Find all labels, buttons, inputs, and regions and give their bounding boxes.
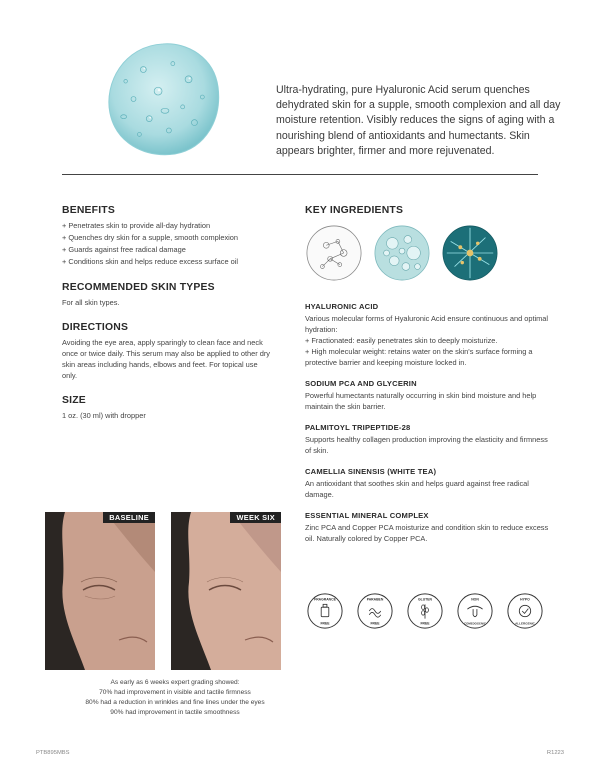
- list-item: + Penetrates skin to provide all-day hydration: [62, 221, 211, 230]
- non-comedogenic-icon: [456, 592, 494, 630]
- ingredient-images: [305, 224, 555, 282]
- badge-top-text: GLUTEN: [417, 597, 433, 602]
- baseline-label: BASELINE: [103, 512, 155, 523]
- size-heading: SIZE: [62, 395, 86, 406]
- molecular-structure-image: [441, 224, 499, 282]
- baseline-photo: [45, 512, 155, 670]
- skin-types-heading: RECOMMENDED SKIN TYPES: [62, 282, 215, 293]
- ingredient-desc: An antioxidant that soothes skin and helps guard against free radical damage.: [305, 479, 529, 499]
- list-item: + Quenches dry skin for a supple, smooth complexion: [62, 233, 239, 242]
- molecule-sketch-image: [305, 224, 363, 282]
- skin-types-text: For all skin types.: [62, 298, 120, 307]
- badge-top-text: NON: [471, 597, 479, 602]
- hypoallergenic-icon: [506, 592, 544, 630]
- directions-section: [62, 322, 274, 381]
- benefits-section: [62, 205, 274, 268]
- results-line: As early as 6 weeks expert grading showed:: [110, 679, 240, 686]
- badge-bottom-text: ALLERGENIC: [515, 621, 535, 626]
- serum-blob-image: [104, 40, 222, 158]
- skin-types-section: [62, 282, 274, 308]
- ingredient-name: HYALURONIC ACID: [305, 302, 379, 311]
- divider-rule: [62, 174, 538, 175]
- gluten-free-icon: [406, 592, 444, 630]
- ingredient-sodium-pca: [305, 379, 555, 412]
- benefits-heading: BENEFITS: [62, 205, 115, 216]
- week-six-photo: [171, 512, 281, 670]
- benefits-list: [62, 220, 274, 268]
- ingredient-mineral-complex: [305, 511, 555, 544]
- results-line: 80% had a reduction in wrinkles and fine lines under the eyes: [85, 699, 265, 706]
- water-droplets-image: [373, 224, 431, 282]
- list-item: + High molecular weight: retains water on the skin's surface forming a protective barrier and keeping moisture locked in.: [305, 347, 533, 367]
- footer-code-left: PTB895MBS: [36, 750, 70, 756]
- ingredient-desc: Various molecular forms of Hyaluronic Acid ensure continuous and optimal hydration:: [305, 314, 549, 334]
- list-item: + Guards against free radical damage: [62, 245, 186, 254]
- ingredient-name: SODIUM PCA AND GLYCERIN: [305, 379, 417, 388]
- badge-bottom-text: FREE: [320, 621, 330, 626]
- list-item: + Fractionated: easily penetrates skin to deeply moisturize.: [305, 336, 498, 345]
- ingredient-palmitoyl: [305, 423, 555, 456]
- right-column: [305, 205, 555, 555]
- ingredient-desc: Powerful humectants naturally occurring in skin bind moisture and help maintain the skin barrier.: [305, 391, 537, 411]
- ingredient-white-tea: [305, 467, 555, 500]
- footer-code-right: R1223: [546, 750, 564, 756]
- size-section: [62, 395, 274, 421]
- badge-top-text: FRAGRANCE: [314, 597, 336, 602]
- badge-bottom-text: COMEDOGENIC: [464, 621, 486, 626]
- results-line: 70% had improvement in visible and tactile firmness: [99, 689, 251, 696]
- badge-bottom-text: FREE: [420, 621, 430, 626]
- ingredient-name: PALMITOYL TRIPEPTIDE-28: [305, 423, 411, 432]
- intro-paragraph: Ultra-hydrating, pure Hyaluronic Acid serum quenches dehydrated skin for a supple, smooth complexion and all day moisture retention. Visibly reduces the signs of aging with a nourishing blend of antioxidants and humectants. Skin appears brighter, firmer and more rejuvenated.: [276, 84, 561, 157]
- directions-heading: DIRECTIONS: [62, 322, 129, 333]
- ingredient-desc: Supports healthy collagen production improving the elasticity and firmness of skin.: [305, 435, 548, 455]
- badge-top-text: HYPO: [520, 597, 530, 602]
- left-column: [62, 205, 274, 435]
- list-item: + Conditions skin and helps reduce excess surface oil: [62, 257, 239, 266]
- badge-bottom-text: FREE: [370, 621, 380, 626]
- results-line: 90% had improvement in tactile smoothness: [110, 709, 240, 716]
- ingredient-hyaluronic-acid: [305, 302, 555, 368]
- ingredient-name: ESSENTIAL MINERAL COMPLEX: [305, 511, 429, 520]
- size-text: 1 oz. (30 ml) with dropper: [62, 411, 146, 420]
- key-ingredients-heading: KEY INGREDIENTS: [305, 205, 404, 216]
- results-text: [40, 678, 310, 718]
- ingredient-name: CAMELLIA SINENSIS (WHITE TEA): [305, 467, 437, 476]
- paraben-free-icon: [356, 592, 394, 630]
- fragrance-free-icon: [306, 592, 344, 630]
- directions-text: Avoiding the eye area, apply sparingly to clean face and neck once or twice daily. This serum may also be applied to other dry skin areas including hands, elbows and feet. For topical use only.: [62, 338, 270, 380]
- week-six-label: WEEK SIX: [230, 512, 281, 523]
- claim-badges: [306, 592, 544, 630]
- badge-top-text: PARABEN: [366, 597, 384, 602]
- ingredient-desc: Zinc PCA and Copper PCA moisturize and condition skin to reduce excess oil. Naturally colored by Copper PCA.: [305, 523, 549, 543]
